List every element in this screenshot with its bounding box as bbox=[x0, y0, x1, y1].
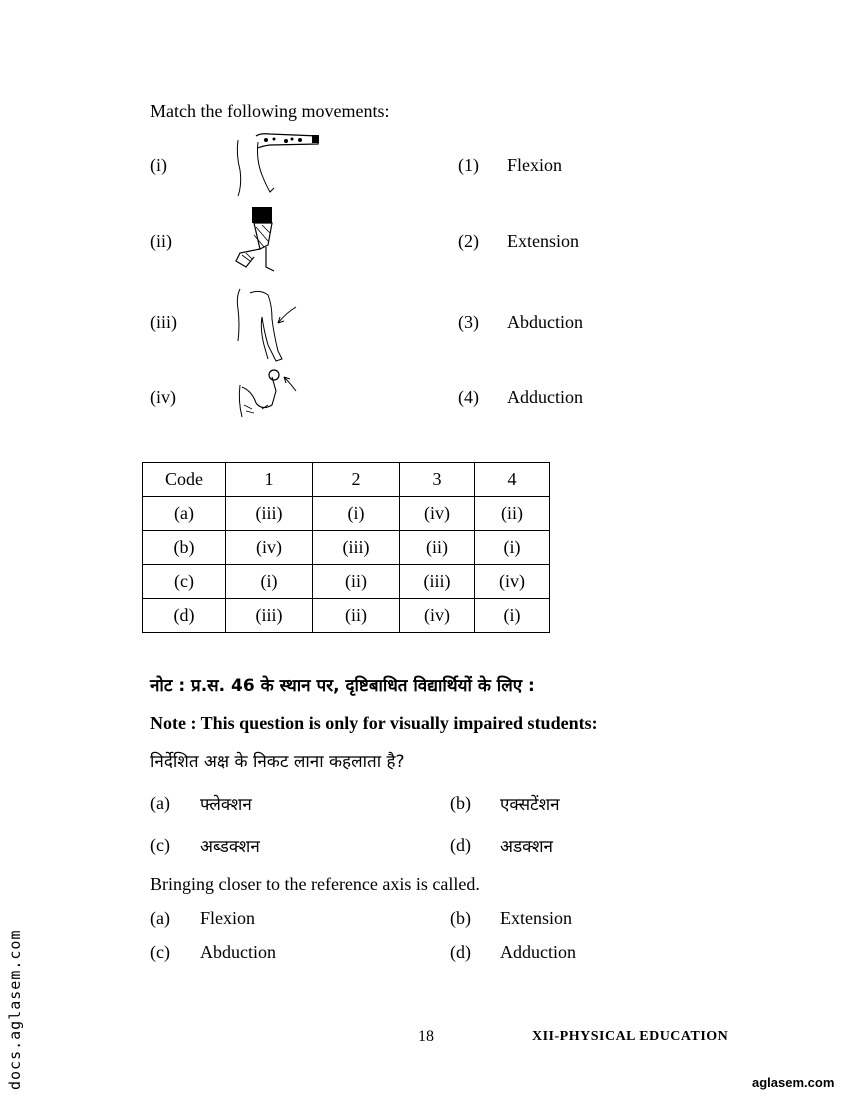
code-table bbox=[142, 462, 550, 633]
english-question-text: Bringing closer to the reference axis is called. bbox=[150, 874, 480, 894]
table-row bbox=[143, 599, 550, 633]
table-cell: (iii) bbox=[400, 565, 475, 599]
table-header-cell: 1 bbox=[226, 463, 313, 497]
table-cell: (iii) bbox=[313, 531, 400, 565]
table-header-row bbox=[143, 463, 550, 497]
arm-adduction-figure bbox=[232, 365, 302, 425]
hindi-option-key-a: (a) bbox=[150, 793, 170, 813]
table-row bbox=[143, 497, 550, 531]
table-row bbox=[143, 565, 550, 599]
english-option-key-c: (c) bbox=[150, 942, 170, 962]
figure-label-iii: (iii) bbox=[150, 312, 177, 332]
hindi-option-b: एक्सटेंशन bbox=[500, 795, 560, 815]
subject-title: XII-PHYSICAL EDUCATION bbox=[532, 1029, 729, 1044]
table-header-cell: 2 bbox=[313, 463, 400, 497]
table-cell: (ii) bbox=[475, 497, 550, 531]
table-cell: (iv) bbox=[400, 497, 475, 531]
table-header-cell: 3 bbox=[400, 463, 475, 497]
table-cell: (b) bbox=[143, 531, 226, 565]
english-option-key-a: (a) bbox=[150, 908, 170, 928]
hindi-option-key-c: (c) bbox=[150, 835, 170, 855]
english-option-c: Abduction bbox=[200, 942, 276, 962]
note-hindi: नोट : प्र.स. 46 के स्थान पर, दृष्टिबाधित विद्यार्थियों के लिए : bbox=[150, 676, 535, 696]
table-cell: (iv) bbox=[400, 599, 475, 633]
option-label-extension: Extension bbox=[507, 231, 579, 251]
option-label-adduction: Adduction bbox=[507, 387, 583, 407]
table-cell: (i) bbox=[226, 565, 313, 599]
question-instruction: Match the following movements: bbox=[150, 101, 390, 121]
option-number-4: (4) bbox=[458, 387, 479, 407]
table-cell: (c) bbox=[143, 565, 226, 599]
figure-label-i: (i) bbox=[150, 155, 167, 175]
leg-extension-figure bbox=[232, 205, 282, 275]
hindi-question-text: निर्देशित अक्ष के निकट लाना कहलाता है? bbox=[150, 752, 405, 772]
english-option-a: Flexion bbox=[200, 908, 256, 928]
table-cell: (iv) bbox=[475, 565, 550, 599]
table-cell: (i) bbox=[475, 599, 550, 633]
arm-flexion-figure bbox=[230, 130, 325, 198]
option-number-3: (3) bbox=[458, 312, 479, 332]
hindi-option-c: अब्डक्शन bbox=[200, 837, 260, 857]
table-cell: (iv) bbox=[226, 531, 313, 565]
table-header-cell: 4 bbox=[475, 463, 550, 497]
option-number-1: (1) bbox=[458, 155, 479, 175]
page-number: 18 bbox=[418, 1028, 434, 1045]
hindi-option-d: अडक्शन bbox=[500, 837, 553, 857]
english-option-d: Adduction bbox=[500, 942, 576, 962]
table-row bbox=[143, 531, 550, 565]
option-label-flexion: Flexion bbox=[507, 155, 563, 175]
hindi-option-a: फ्लेक्शन bbox=[200, 795, 252, 815]
table-cell: (iii) bbox=[226, 599, 313, 633]
english-option-key-d: (d) bbox=[450, 942, 471, 962]
note-english: Note : This question is only for visually impaired students: bbox=[150, 713, 598, 733]
table-cell: (ii) bbox=[313, 599, 400, 633]
site-link[interactable]: aglasem.com bbox=[752, 1075, 835, 1090]
table-cell: (a) bbox=[143, 497, 226, 531]
option-number-2: (2) bbox=[458, 231, 479, 251]
figure-label-iv: (iv) bbox=[150, 387, 176, 407]
table-cell: (i) bbox=[475, 531, 550, 565]
option-label-abduction: Abduction bbox=[507, 312, 583, 332]
table-cell: (ii) bbox=[400, 531, 475, 565]
table-cell: (i) bbox=[313, 497, 400, 531]
table-cell: (d) bbox=[143, 599, 226, 633]
english-option-b: Extension bbox=[500, 908, 572, 928]
figure-label-ii: (ii) bbox=[150, 231, 172, 251]
arm-abduction-figure bbox=[232, 285, 302, 365]
table-header-cell: Code bbox=[143, 463, 226, 497]
english-option-key-b: (b) bbox=[450, 908, 471, 928]
table-cell: (iii) bbox=[226, 497, 313, 531]
hindi-option-key-d: (d) bbox=[450, 835, 471, 855]
table-cell: (ii) bbox=[313, 565, 400, 599]
hindi-option-key-b: (b) bbox=[450, 793, 471, 813]
side-watermark: docs.aglasem.com bbox=[6, 929, 24, 1090]
